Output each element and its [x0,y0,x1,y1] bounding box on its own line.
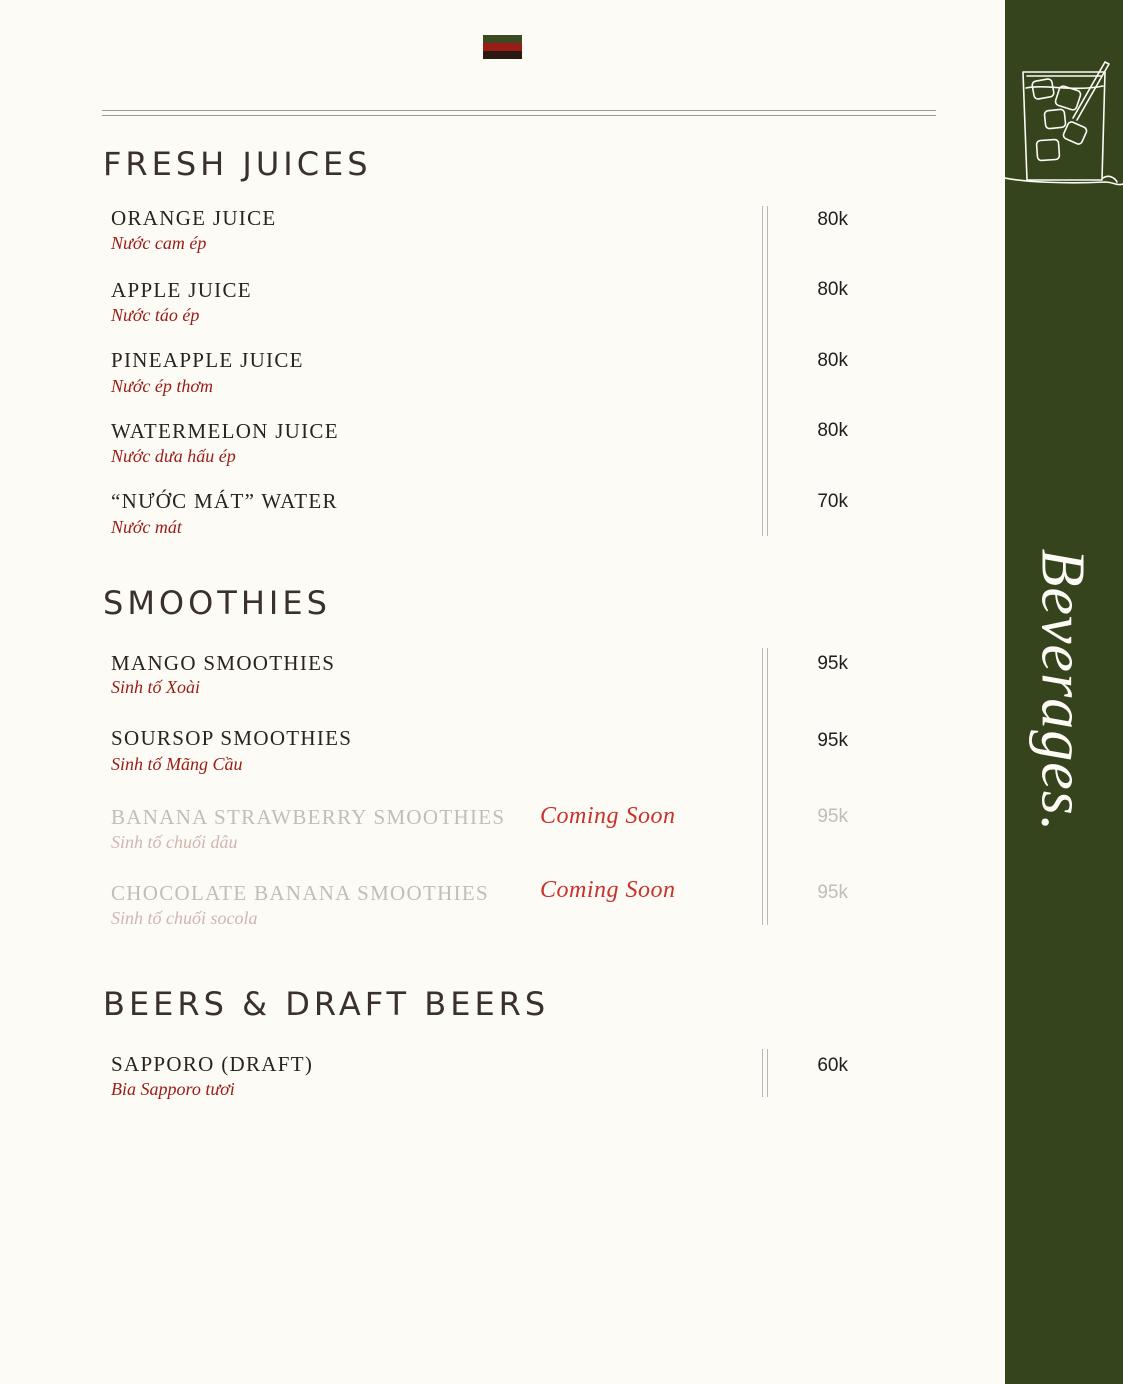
price-divider [767,206,768,536]
item-name: PINEAPPLE JUICE [111,348,304,372]
coming-soon-label: Coming Soon [540,877,676,903]
item-price: 80k [817,420,848,441]
item-name: WATERMELON JUICE [111,419,339,443]
item-price: 80k [817,209,848,230]
price-divider [762,1049,763,1097]
flag-stripe-bottom [483,51,522,59]
item-name: “NƯỚC MÁT” WATER [111,489,338,513]
header-rule-bottom [102,115,936,116]
price-divider [767,1049,768,1097]
price-divider [762,648,763,925]
item-translation: Nước ép thơm [111,376,214,396]
item-translation: Nước cam ép [111,233,207,253]
item-translation: Nước mát [111,517,182,537]
item-name: MANGO SMOOTHIES [111,651,336,675]
flag-icon [483,35,522,59]
price-divider [767,648,768,925]
item-price: 95k [817,653,848,674]
item-price: 95k [817,882,848,903]
flag-stripe-middle [483,43,522,51]
sidebar-title: Beverages. [1028,548,1097,832]
item-translation: Sinh tố Xoài [111,677,200,697]
flag-stripe-top [483,35,522,43]
section-title-juices: FRESH JUICES [103,145,372,183]
item-name: SOURSOP SMOOTHIES [111,726,353,750]
item-translation: Nước dưa hấu ép [111,446,236,466]
item-price: 60k [817,1055,848,1076]
section-title-smoothies: SMOOTHIES [103,584,331,622]
item-price: 80k [817,350,848,371]
item-price: 95k [817,806,848,827]
item-name: BANANA STRAWBERRY SMOOTHIES [111,805,506,829]
header-rule-top [102,110,936,111]
item-name: CHOCOLATE BANANA SMOOTHIES [111,881,489,905]
sidebar-title-container [1003,548,1121,832]
item-translation: Bia Sapporo tươi [111,1079,235,1099]
item-translation: Sinh tố Mãng Cầu [111,754,243,774]
price-divider [762,206,763,536]
iced-drink-icon [1005,58,1123,190]
item-price: 80k [817,279,848,300]
section-title-beers: BEERS & DRAFT BEERS [103,985,550,1023]
item-name: ORANGE JUICE [111,206,277,230]
item-price: 70k [817,491,848,512]
item-name: SAPPORO (DRAFT) [111,1052,314,1076]
item-translation: Nước táo ép [111,305,200,325]
item-translation: Sinh tố chuối socola [111,908,258,928]
coming-soon-label: Coming Soon [540,803,676,829]
item-translation: Sinh tố chuối dâu [111,832,238,852]
item-price: 95k [817,730,848,751]
item-name: APPLE JUICE [111,278,252,302]
